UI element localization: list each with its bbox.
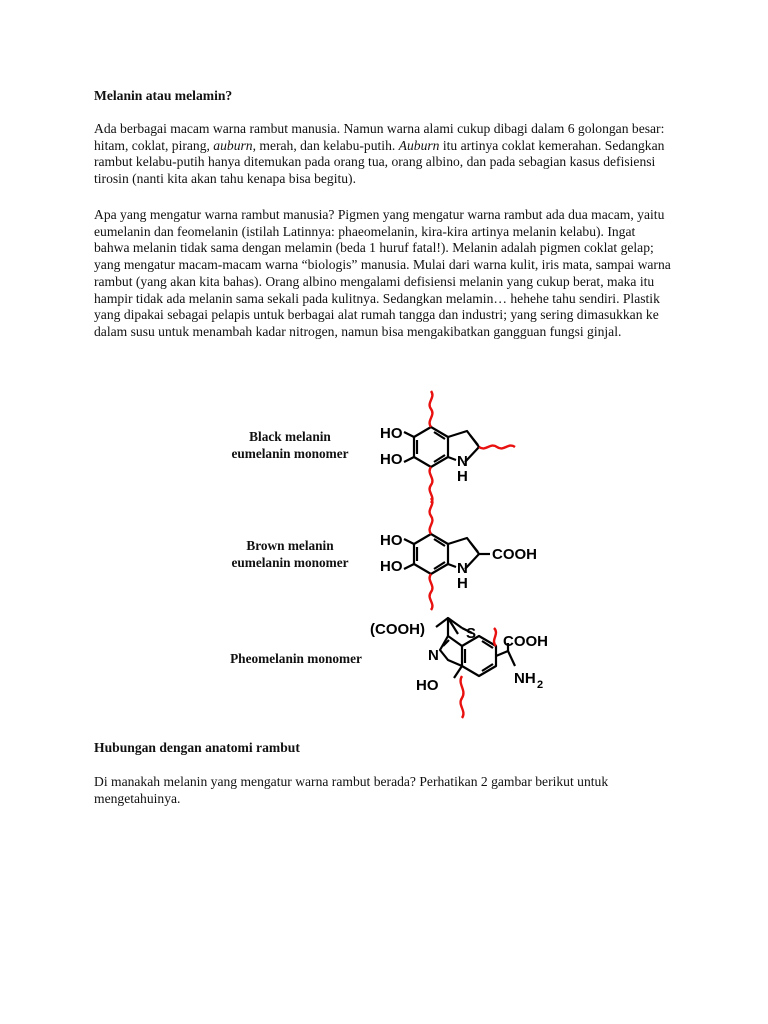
brown-n: N: [457, 560, 468, 577]
brown-wave-top: [430, 498, 433, 534]
pheo-nh: NH: [514, 670, 536, 687]
p1-auburn-italic: auburn: [213, 137, 253, 153]
label-brown-line1: Brown melanin: [246, 538, 334, 553]
pheo-cooh: COOH: [503, 633, 548, 650]
pheo-n: N: [428, 647, 439, 664]
document-title: Melanin atau melamin?: [94, 88, 233, 103]
black-ho-top: HO: [380, 425, 403, 442]
black-wave-right: [479, 446, 515, 449]
brown-ho-bottom: HO: [380, 558, 403, 575]
brown-cooh: COOH: [492, 546, 537, 563]
pheo-s: S: [466, 625, 477, 642]
black-n: N: [457, 453, 468, 470]
p1-text-c: itu artinya coklat kemerahan. Sedangkan rambut kelabu-putih hanya ditemukan pada orang tua, orang albino, dan pada sebagian kasus defisiensi tirosin (nanti kita akan tahu kenapa bisa begitu).: [94, 137, 665, 187]
pheo-nh-subscript: 2: [537, 679, 544, 691]
pheo-wave-bottom: [461, 676, 464, 718]
black-wave-top: [430, 391, 433, 427]
p1-auburn-italic-2: Auburn: [398, 137, 440, 153]
black-ho-bottom: HO: [380, 451, 403, 468]
paragraph-location: Di manakah melanin yang mengatur warna rambut berada? Perhatikan 2 gambar berikut untuk mengetahuinya.: [94, 774, 609, 806]
black-h: H: [457, 468, 468, 485]
label-black-line1: Black melanin: [249, 429, 331, 444]
section-heading-anatomy: Hubungan dengan anatomi rambut: [94, 740, 300, 755]
pheo-wave-top: [494, 628, 496, 646]
brown-wave-bottom: [430, 574, 433, 610]
label-brown-line2: eumelanin monomer: [231, 555, 349, 570]
label-black-line2: eumelanin monomer: [231, 446, 349, 461]
p1-text-a: Ada berbagai macam warna rambut manusia. Namun warna alami cukup dibagi dalam 6 golongan besar: hitam, coklat, pirang,: [94, 121, 665, 153]
brown-h: H: [457, 575, 468, 592]
paragraph-pigments: Apa yang mengatur warna rambut manusia? Pigmen yang mengatur warna rambut ada dua macam, yaitu eumelanin dan feomelanin (istilah Latinnya: phaeomelanin, kira-kira artinya melanin kelabu). Ingat bahwa melanin tidak sama dengan melamin (beda 1 huruf fatal!). Melanin adalah pigmen coklat gelap; yang mengatur macam-macam warna “biologis” manusia. Mulai dari warna kulit, iris mata, sampai warna rambut (yang akan kita bahas). Orang albino mengalami defisiensi melanin yang cukup berat, maka itu hampir tidak ada melanin sama sekali pada kulitnya. Sedangkan melamin… hehehe tahu sendiri. Plastik yang dipakai sebagai pelapis untuk berbagai alat rumah tangga dan industri; yang sering dimasukkan ke dalam susu untuk menambah kadar nitrogen, namun bisa mengakibatkan gangguan fungsi ginjal.: [94, 207, 671, 339]
brown-melanin-structure: [404, 534, 490, 574]
label-pheo-line1: Pheomelanin monomer: [230, 651, 362, 666]
p1-text-b: , merah, dan kelabu-putih.: [252, 137, 399, 153]
brown-ho-top: HO: [380, 532, 403, 549]
pheo-ho: HO: [416, 677, 439, 694]
pheo-cooh-paren: (COOH): [370, 621, 425, 638]
